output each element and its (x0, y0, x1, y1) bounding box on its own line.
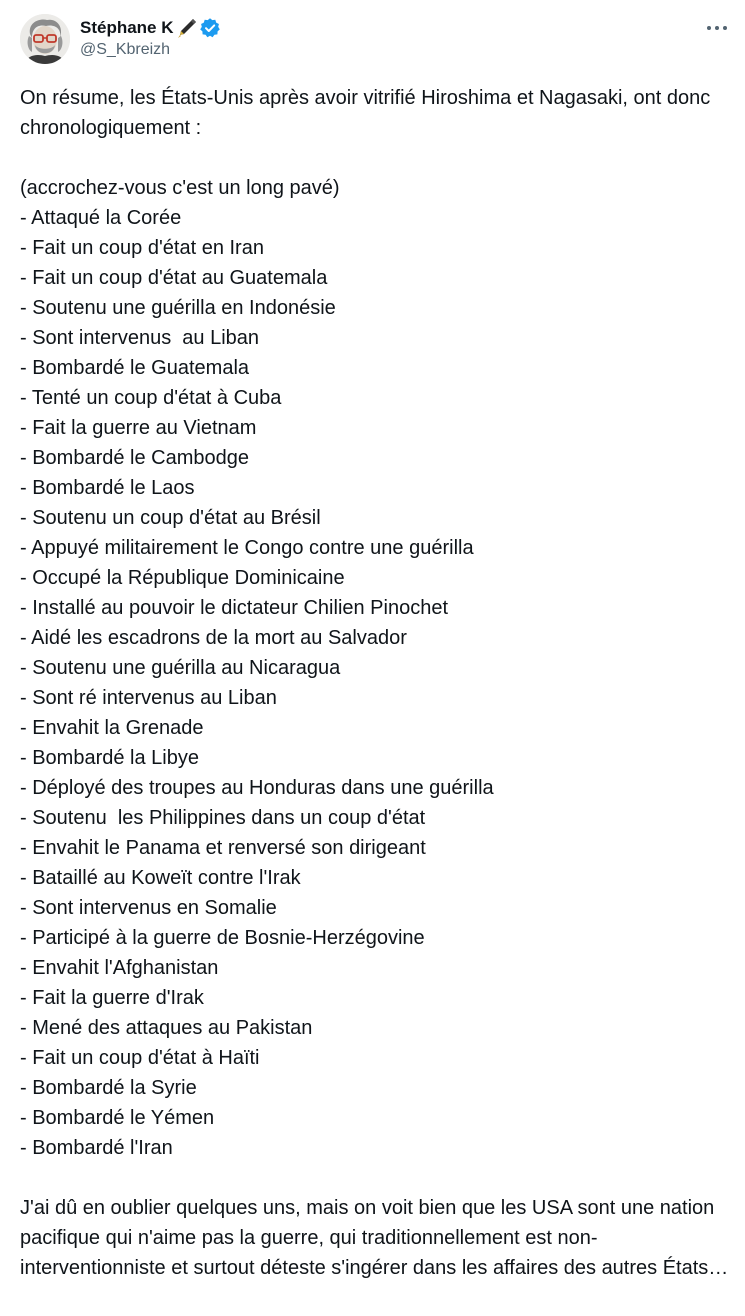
list-item: - Attaqué la Corée (20, 207, 182, 229)
list-item: - Envahit le Panama et renversé son dirigeant (20, 837, 426, 859)
list-item: - Fait un coup d'état à Haïti (20, 1047, 260, 1069)
list-item: - Appuyé militairement le Congo contre une guérilla (20, 537, 474, 559)
tweet-header (20, 14, 730, 64)
list-item: - Soutenu une guérilla en Indonésie (20, 297, 336, 319)
list-item: - Fait la guerre d'Irak (20, 987, 204, 1009)
list-item: - Tenté un coup d'état à Cuba (20, 387, 282, 409)
tweet-conclusion: J'ai dû en oublier quelques uns, mais on voit bien que les USA sont une nation pacifique qui n'aime pas la guerre, qui traditionnellement est non-interventionniste et surtout déteste s'ingérer dans les affaires des autres États… (20, 1197, 729, 1279)
avatar[interactable] (20, 14, 70, 64)
list-item: - Bombardé le Cambodge (20, 447, 250, 469)
fountain-pen-icon (175, 17, 197, 39)
list-item: - Bombardé le Guatemala (20, 357, 250, 379)
tweet-intro: On résume, les États-Unis après avoir vitrifié Hiroshima et Nagasaki, ont donc chronologiquement : (20, 87, 716, 139)
list-item: - Fait un coup d'état au Guatemala (20, 267, 328, 289)
author-names (80, 16, 221, 59)
list-item: - Envahit la Grenade (20, 717, 204, 739)
list-item: - Bataillé au Koweït contre l'Irak (20, 867, 301, 889)
more-horizontal-icon (704, 18, 730, 38)
list-item: - Occupé la République Dominicaine (20, 567, 345, 589)
list-item: - Envahit l'Afghanistan (20, 957, 219, 979)
list-item: - Soutenu les Philippines dans un coup d'état (20, 807, 426, 829)
list-item: - Bombardé le Laos (20, 477, 195, 499)
list-item: - Installé au pouvoir le dictateur Chilien Pinochet (20, 597, 449, 619)
list-item: - Sont intervenus au Liban (20, 327, 260, 349)
tweet-text (20, 83, 732, 1283)
display-name[interactable]: Stéphane K (80, 18, 174, 37)
avatar-image (20, 14, 70, 64)
events-list (20, 203, 732, 1163)
list-item: - Participé à la guerre de Bosnie-Herzégovine (20, 927, 425, 949)
list-item: - Bombardé le Yémen (20, 1107, 215, 1129)
list-item: - Soutenu un coup d'état au Brésil (20, 507, 321, 529)
list-item: - Fait la guerre au Vietnam (20, 417, 257, 439)
tweet-warning: (accrochez-vous c'est un long pavé) (20, 177, 340, 199)
author-handle[interactable]: @S_Kbreizh (80, 41, 171, 58)
list-item: - Sont intervenus en Somalie (20, 897, 277, 919)
list-item: - Aidé les escadrons de la mort au Salvador (20, 627, 407, 649)
display-name-row (80, 16, 221, 40)
list-item: - Bombardé la Libye (20, 747, 199, 769)
list-item: - Fait un coup d'état en Iran (20, 237, 264, 259)
list-item: - Déployé des troupes au Honduras dans une guérilla (20, 777, 494, 799)
more-options-button[interactable] (704, 18, 730, 38)
list-item: - Bombardé la Syrie (20, 1077, 197, 1099)
blank-line (20, 1163, 732, 1193)
blank-line (20, 143, 732, 173)
list-item: - Mené des attaques au Pakistan (20, 1017, 313, 1039)
verified-badge-icon[interactable] (199, 17, 221, 39)
list-item: - Bombardé l'Iran (20, 1137, 173, 1159)
list-item: - Soutenu une guérilla au Nicaragua (20, 657, 341, 679)
list-item: - Sont ré intervenus au Liban (20, 687, 277, 709)
